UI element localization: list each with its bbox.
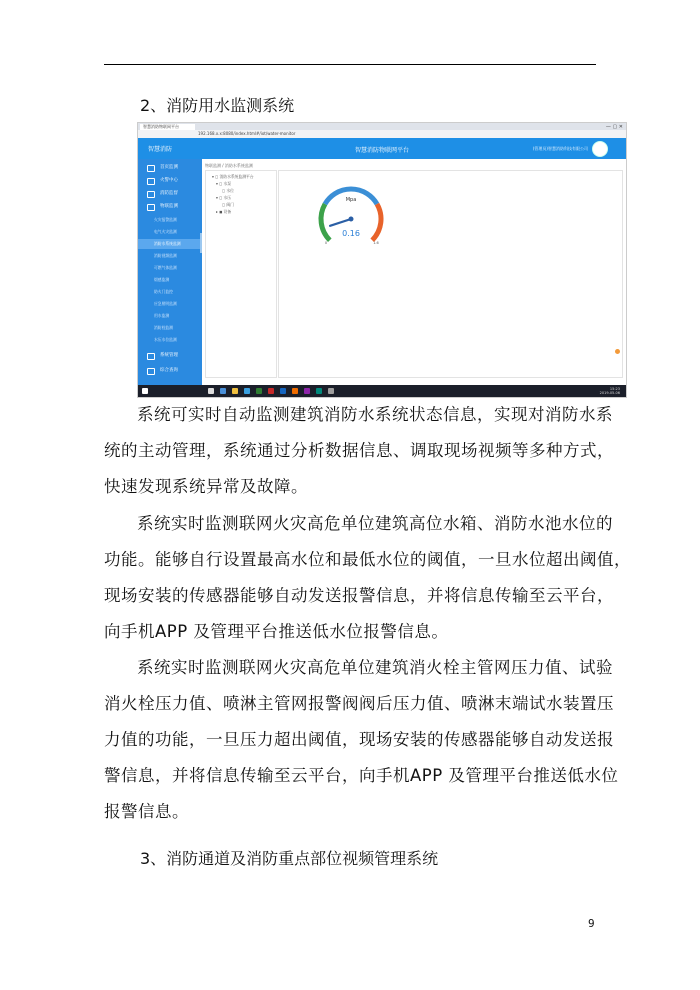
gauge-unit: Mpa bbox=[345, 197, 357, 203]
text-line: 力值的功能，一旦压力超出阈值，现场安装的传感器能够自动发送报 bbox=[104, 730, 614, 749]
text-line: 快速发现系统异常及故障。 bbox=[104, 477, 308, 496]
excel-icon[interactable] bbox=[256, 388, 262, 394]
tree-node[interactable]: ▾ ◻ 水压 bbox=[216, 195, 232, 200]
nav-item-query[interactable]: 综合查询 bbox=[138, 364, 202, 377]
window-controls[interactable]: — ▢ ✕ bbox=[605, 124, 623, 130]
gauge-max-label: 1.6 bbox=[373, 241, 379, 245]
os-taskbar bbox=[138, 385, 626, 397]
app-icon[interactable] bbox=[292, 388, 298, 394]
sensor-icon bbox=[147, 204, 155, 211]
text-line: 统的主动管理，系统通过分析数据信息、调取现场视频等多种方式， bbox=[104, 441, 614, 460]
gauge-panel bbox=[278, 170, 623, 378]
sub-item[interactable]: 消防视频监测 bbox=[154, 253, 177, 258]
search-icon bbox=[147, 368, 155, 375]
gear-icon bbox=[147, 353, 155, 360]
nav-item-iot[interactable]: 物联监测 bbox=[138, 200, 202, 213]
text-line: 系统可实时自动监测建筑消防水系统状态信息，实现对消防水系 bbox=[137, 405, 613, 424]
app-logo: 智慧消防 bbox=[148, 146, 173, 153]
tree-node[interactable]: ▸ ◼ 设备 bbox=[216, 209, 232, 214]
app-icon[interactable] bbox=[328, 388, 334, 394]
sidebar bbox=[138, 159, 202, 385]
sub-item[interactable]: 烟感监测 bbox=[154, 277, 170, 282]
shield-icon bbox=[147, 191, 155, 198]
tree-node[interactable]: ▾ ◻ 消防水系统监测平台 bbox=[212, 174, 254, 179]
paragraph-3 bbox=[104, 650, 619, 830]
search-icon[interactable] bbox=[208, 388, 214, 394]
sub-item-active[interactable]: 消防水系统监测 bbox=[138, 239, 202, 249]
text-line: 消火栓压力值、喷淋主管网报警阀阀后压力值、喷淋末端试水装置压 bbox=[104, 694, 614, 713]
browser-icon[interactable] bbox=[244, 388, 250, 394]
gauge-needle bbox=[330, 219, 351, 226]
pressure-gauge bbox=[306, 177, 396, 257]
app-title: 智慧消防物联网平台 bbox=[354, 147, 409, 154]
platform-screenshot bbox=[137, 122, 627, 398]
text-line: 警信息，并将信息传输至云平台，向手机APP 及管理平台推送低水位 bbox=[104, 766, 619, 785]
paragraph-2 bbox=[104, 506, 631, 650]
floating-help-icon[interactable] bbox=[615, 349, 620, 354]
sub-item[interactable]: 可燃气体监测 bbox=[154, 265, 177, 270]
app-header bbox=[138, 138, 626, 159]
text-line: 功能。能够自行设置最高水位和最低水位的阈值，一旦水位超出阈值， bbox=[104, 550, 631, 569]
section-heading-3: 3、消防通道及消防重点部位视频管理系统 bbox=[140, 849, 439, 868]
task-view-icon[interactable] bbox=[220, 388, 226, 394]
word-icon[interactable] bbox=[280, 388, 286, 394]
sub-item[interactable]: 火灾报警监测 bbox=[154, 217, 177, 222]
tree-node[interactable]: ▾ ◻ 水泵 bbox=[216, 181, 232, 186]
browser-tabbar bbox=[138, 123, 626, 130]
section-heading-2: 2、消防用水监测系统 bbox=[140, 96, 295, 115]
app-icon[interactable] bbox=[316, 388, 322, 394]
text-line: 系统实时监测联网火灾高危单位建筑高位水箱、消防水池水位的 bbox=[137, 514, 613, 533]
gauge-arc-low bbox=[321, 204, 330, 240]
folder-icon[interactable] bbox=[232, 388, 238, 394]
gauge-value: 0.16 bbox=[342, 229, 360, 238]
clock[interactable]: 15:23 2019-05-06 bbox=[599, 387, 620, 395]
paragraph-1 bbox=[104, 397, 614, 505]
sub-item[interactable]: 用水监测 bbox=[154, 313, 170, 318]
browser-tab[interactable]: 智慧消防物联网平台 bbox=[140, 124, 195, 130]
nav-item-alarm[interactable]: 火警中心 bbox=[138, 174, 202, 187]
nav-item-supervision[interactable]: 消防监督 bbox=[138, 187, 202, 200]
gauge-min-label: 0 bbox=[324, 241, 328, 245]
content-area bbox=[202, 159, 626, 385]
text-line: 现场安装的传感器能够自动发送报警信息，并将信息传输至云平台， bbox=[104, 586, 614, 605]
text-line: 向手机APP 及管理平台推送低水位报警信息。 bbox=[104, 622, 449, 641]
app-icon[interactable] bbox=[268, 388, 274, 394]
text-line: 系统实时监测联网火灾高危单位建筑消火栓主管网压力值、试验 bbox=[137, 658, 613, 677]
gauge-hub bbox=[349, 217, 354, 222]
header-rule bbox=[104, 64, 596, 65]
app-icon[interactable] bbox=[304, 388, 310, 394]
url-text[interactable]: 192.168.x.x:8080/index.html#/iot/water-monitor bbox=[198, 131, 296, 136]
nav-item-system[interactable]: 系统管理 bbox=[138, 349, 202, 362]
avatar[interactable] bbox=[592, 141, 608, 157]
breadcrumb: 物联监测 / 消防水系统监测 bbox=[205, 163, 253, 168]
sub-item[interactable]: 电气火灾监测 bbox=[154, 229, 177, 234]
sub-item[interactable]: 水压水位监测 bbox=[154, 337, 177, 342]
home-icon bbox=[147, 165, 155, 172]
device-tree bbox=[205, 170, 277, 378]
alarm-icon bbox=[147, 178, 155, 185]
page-number: 9 bbox=[588, 917, 595, 930]
sub-item[interactable]: 防火门监控 bbox=[154, 289, 173, 294]
tree-node[interactable]: ◻ 阀门 bbox=[222, 202, 234, 207]
user-info[interactable]: (管理员)智慧消防科技有限公司 bbox=[532, 146, 588, 151]
sub-item[interactable]: 消防栓监测 bbox=[154, 325, 173, 330]
start-icon[interactable] bbox=[142, 388, 148, 394]
text-line: 报警信息。 bbox=[104, 802, 189, 821]
gauge-arc-high bbox=[372, 204, 381, 240]
nav-item-home[interactable]: 首页监测 bbox=[138, 161, 202, 174]
tree-node[interactable]: ◻ 水位 bbox=[222, 188, 234, 193]
sub-item[interactable]: 应急照明监测 bbox=[154, 301, 177, 306]
